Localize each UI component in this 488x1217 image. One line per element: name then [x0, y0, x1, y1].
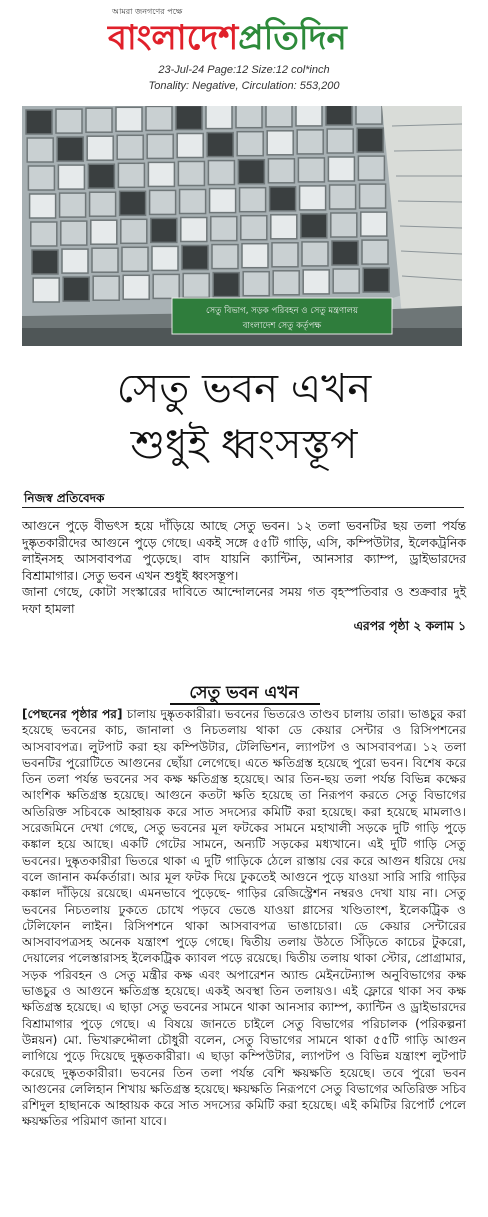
- continuation-title: সেতু ভবন এখন: [189, 683, 299, 703]
- masthead-tagline: আমরা জনগণের পক্ষে: [112, 7, 183, 16]
- continuation-line: [22, 618, 466, 635]
- sign-line-2: বাংলাদেশ সেতু কর্তৃপক্ষ: [242, 321, 322, 331]
- intro-paragraph-1: আগুনে পুড়ে বীভৎস হয়ে দাঁড়িয়ে আছে সেতু ভবন। ১২ তলা ভবনটির ছয় তলা পর্যন্ত দুষ্কৃতকারীদের আগুনে পুড়ে গেছে। একই সঙ্গে ৫৫টি গাড়ি, এসি, কম্পিউটার, ইলেকট্রনিক লাইনসহ আসবাবপত্র পুড়েছে। বাদ যায়নি ক্যান্টিন, আনসার ক্যাম্প, ড্রাইভারদের বিশ্রামাগার। সেতু ভবন এখন শুধুই ধ্বংসস্তূপ।: [22, 519, 466, 583]
- continued-from-label: [পেছনের পৃষ্ঠার পর]: [22, 707, 123, 721]
- article-body-text: চালায় দুষ্কৃতকারীরা। ভবনের ভিতরেও তাণ্ডব চালায় তারা। ভাঙচুর করা হয়েছে ভবনের কাচ, জানালা ও নিচতলায় থাকা ডে কেয়ার সেন্টার ও রিসিপশনের আসবাবপত্র। লুটপাট করা হয় কম্পিউটার, টেলিভিশন, ল্যাপটপ ও আসবাবপত্র। ১২ তলা ভবনটির পুরোটিতে আগুনের ছোঁয়া লেগেছে। এতে ক্ষতিগ্রস্ত হয়েছে পুরো ভবন। বিশেষ করে তিন তলা পর্যন্ত ভবনের সব কক্ষ ক্ষতিগ্রস্ত হয়েছে। আর তিন-ছয় তলা পর্যন্ত বিভিন্ন কক্ষের আংশিক ক্ষতিগ্রস্ত হয়েছে। আগুনে কতটা ক্ষতি হয়েছে তা নিরূপণ করতে সেতু বিভাগের অতিরিক্ত সচিবকে আহ্বায়ক করে সাত সদস্যের কমিটি করা হয়েছে। করা হয়েছে মামলাও। সরেজমিনে দেখা গেছে, সেতু ভবনের মূল ফটকের সামনে মহাখালী সড়কে দুটি গাড়ি পুড়ে কঙ্কাল হয়ে আছে। একটি গেটের সামনে, অন্যটি সড়কের মধ্যখানে। এই দুটি গাড়ি সেতু ভবনের। দুষ্কৃতকারীরা ভিতরে থাকা এ দুটি গাড়িকে ঠেলে রাস্তায় বের করে আগুন ধরিয়ে দেয় বলে জানান কর্মকর্তারা। আর মূল ফটক দিয়ে ঢুকতেই আগুনে পুড়ে যাওয়া সারি সারি গাড়ির কঙ্কাল দাঁড়িয়ে রয়েছে। এমনভাবে পুড়েছে- গাড়ির রেজিস্ট্রেশন নম্বরও দেখা যায় না। সেতু ভবনের নিচতলায় ঢুকতে চোখে পড়বে ভেঙে যাওয়া গ্লাসের খণ্ডিতাংশ, ইলেকট্রিক ও টেলিফোন লাইন। রিসিপশনে থাকা আসবাবপত্র ভাঙাচোরা। ডে কেয়ার সেন্টারের আসবাবপত্রসহ অনেক যন্ত্রাংশ পুড়ে গেছে। দ্বিতীয় তলায় উঠতে সিঁড়িতে কাচের টুকরো, দেয়ালের পলেস্তারাসহ ইলেকট্রিক ক্যাবল পড়ে রয়েছে। দ্বিতীয় তলায় থাকা স্টোর, প্রোগ্রামার, সড়ক পরিবহন ও সেতু মন্ত্রীর কক্ষ এবং অপারেশন অ্যান্ড মেইনটেন্যান্স অনুবিভাগের কক্ষ ভাঙচুর ও আগুনে ক্ষতিগ্রস্ত হয়েছে। একই অবস্থা তিন তলায়ও। এই ফ্লোরে থাকা সব কক্ষ ক্ষতিগ্রস্ত হয়েছে। এ ছাড়া সেতু ভবনের সামনে থাকা আনসার ক্যাম্প, ক্যান্টিন ও ড্রাইভারদের বিশ্রামাগার পুড়ে গেছে। এ বিষয়ে জানতে চাইলে সেতু বিভাগের পরিচালক (পরিকল্পনা উন্নয়ন) মো. ভিখারুদ্দৌলা চৌধুরী বলেন, সেতু বিভাগের সামনে থাকা ৫৫টি গাড়ি আগুন লাগিয়ে পুড়ে দিয়েছে দুষ্কৃতকারীরা। এ ছাড়া কম্পিউটার, ল্যাপটপ ও বিভিন্ন যন্ত্রাংশ লুটপাট করেছে দুষ্কৃতকারীরা। ভবনের তিন তলা পর্যন্ত বেশি ক্ষয়ক্ষতি হয়েছে। তবে পুরো ভবন আগুনের লেলিহান শিখায় ক্ষতিগ্রস্ত হয়েছে। ক্ষয়ক্ষতি নিরূপণে সেতু বিভাগের অতিরিক্ত সচিব রশিদুল হাছানকে আহ্বায়ক করে সাত সদস্যের কমিটি করা হয়েছে। এই কমিটির রিপোর্ট পেলে ক্ষয়ক্ষতির পরিমাণ জানা যাবে।: [22, 707, 466, 1129]
- logo-part-1: বাংলাদেশ: [108, 18, 239, 58]
- logo-part-2: প্রতিদিন: [238, 18, 347, 58]
- headline-line-2: শুধুই ধ্বংসস্তূপ: [130, 422, 358, 468]
- clipping-meta-tonality: Tonality: Negative, Circulation: 553,200: [148, 80, 340, 92]
- sign-line-1: সেতু বিভাগ, সড়ক পরিবহন ও সেতু মন্ত্রণালয়: [206, 306, 358, 316]
- intro-paragraph-2: জানা গেছে, কোটা সংস্কারের দাবিতে আন্দোলনের সময় গত বৃহস্পতিবার ও শুক্রবার দুই দফা হামলা: [22, 585, 466, 616]
- clipping-meta-date-page: 23-Jul-24 Page:12 Size:12 col*inch: [158, 64, 330, 76]
- building-photo: [22, 106, 462, 346]
- byline-divider: [22, 507, 464, 508]
- byline: নিজস্ব প্রতিবেদক: [24, 491, 105, 505]
- burnt-building-image: [22, 106, 462, 346]
- continued-on-label: এরপর পৃষ্ঠা ২ কলাম ১: [353, 618, 466, 633]
- article-body: [22, 706, 466, 1130]
- article-intro: [22, 518, 466, 634]
- headline-line-1: সেতু ভবন এখন: [116, 366, 372, 412]
- continuation-title-underline: [170, 703, 320, 705]
- newspaper-logo: [108, 12, 347, 69]
